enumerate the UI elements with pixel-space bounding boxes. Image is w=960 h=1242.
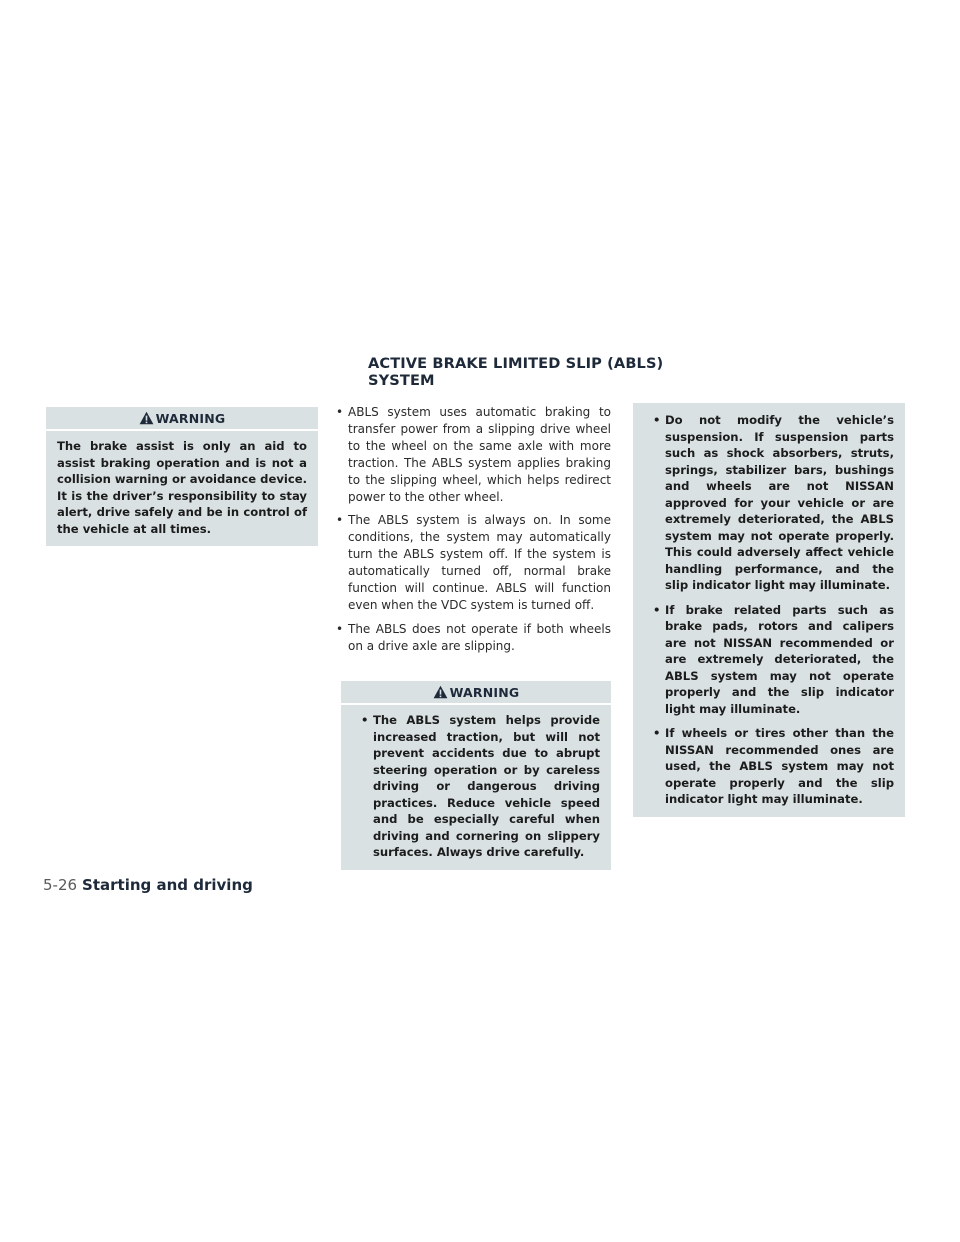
warning-box-abls-traction xyxy=(341,681,611,870)
section-title xyxy=(368,355,668,389)
warning-text: The brake assist is only an aid to assist braking operation and is not a collision warning or avoidance device. It is the driver’s responsibility to stay alert, drive safely and be in control of the vehicle at all times. xyxy=(57,439,307,536)
list-item: • The ABLS does not operate if both wheels on a drive axle are slipping. xyxy=(327,621,611,655)
list-item: • Do not modify the vehicle’s suspension. If suspension parts such as shock absorbers, struts, springs, stabilizer bars, bushings and wheels are not NISSAN approved for your vehicle or are extremely deteriorated, the ABLS system may not operate properly. This could adversely affect vehicle handling performance, and the slip indicator light may illuminate. xyxy=(644,412,894,594)
list-item: • If wheels or tires other than the NISSAN recommended ones are used, the ABLS system may not operate properly and the slip indicator light may illuminate. xyxy=(644,725,894,808)
abls-description-list xyxy=(327,404,611,662)
warning-header xyxy=(46,407,318,431)
section-title-line-2: SYSTEM xyxy=(368,372,435,389)
warning-box-abls-continued xyxy=(633,403,905,817)
page-number: 5-26 xyxy=(43,876,78,894)
warning-box-brake-assist xyxy=(46,407,318,546)
list-item: • ABLS system uses automatic braking to transfer power from a slipping drive wheel to the wheel on the same axle with more traction. The ABLS system applies braking to the slipping wheel, which helps redirect power to the other wheel. xyxy=(327,404,611,505)
warning-header xyxy=(341,681,611,705)
section-title-line-1: ACTIVE BRAKE LIMITED SLIP (ABLS) xyxy=(368,355,664,372)
warning-triangle-icon xyxy=(433,685,448,699)
list-item: • If brake related parts such as brake pads, rotors and calipers are not NISSAN recommended or are extremely deteriorated, the ABLS system may not operate properly and the slip indicator light may illuminate. xyxy=(644,602,894,718)
warning-label: WARNING xyxy=(155,410,226,426)
chapter-title: Starting and driving xyxy=(82,876,253,894)
page-footer xyxy=(43,876,253,894)
warning-triangle-icon xyxy=(139,411,154,425)
list-item: • The ABLS system helps provide increased traction, but will not prevent accidents due to abrupt steering operation or by careless driving or dangerous driving practices. Reduce vehicle speed and be especially careful when driving and cornering on slippery surfaces. Always drive carefully. xyxy=(352,712,600,861)
warning-label: WARNING xyxy=(449,684,520,700)
list-item: • The ABLS system is always on. In some conditions, the system may automatically turn the ABLS system off. If the system is automatically turned off, normal brake function will continue. ABLS will function even when the VDC system is turned off. xyxy=(327,512,611,613)
